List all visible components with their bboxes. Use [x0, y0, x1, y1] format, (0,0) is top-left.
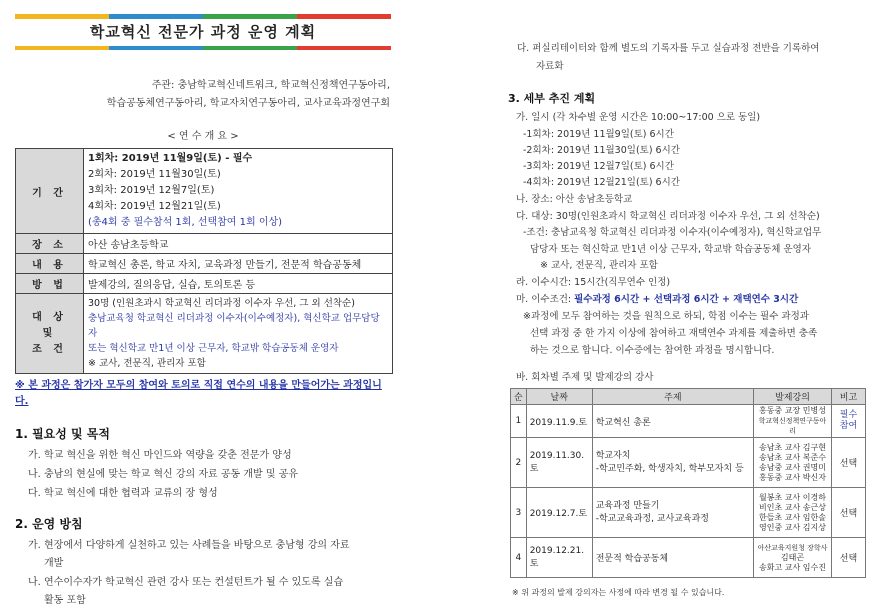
row3-topic [592, 488, 753, 538]
method-row [16, 274, 393, 294]
section2-item-d: 다. 퍼실리테이터와 함께 별도의 기록자를 두고 실습과정 전반을 기록하여 [517, 43, 820, 54]
row3-topic-2: -학교교육과정, 교사교육과정 [595, 513, 710, 524]
section2-item-2-cont: 활동 포함 [44, 595, 86, 606]
section2-item-1: 가. 현장에서 다양하게 실천하고 있는 사례들을 바탕으로 충남형 강의 자료 [28, 540, 350, 551]
row3-date: 2019.12.7.토 [526, 488, 592, 538]
row1-speaker-1: 홍동중 교장 민병성 [759, 406, 826, 415]
period-line-1: 1회차: 2019년 11월9일(토) - 필수 [88, 153, 253, 164]
target-line-1: 30명 (인원초과시 학교혁신 리더과정 이수자 우선, 그 외 선착순) [88, 298, 355, 309]
section3-line-4: -3회차: 2019년 12월7일(토) 6시간 [523, 161, 674, 172]
row4-no: 4 [511, 538, 527, 578]
section2-item-d-cont: 자료화 [536, 61, 564, 72]
section3-line-6: 나. 장소: 아산 송남초등학교 [516, 194, 633, 205]
completion-value: 필수과정 6시간 + 선택과정 6시간 + 재택연수 3시간 [574, 294, 799, 305]
section3-line-2: -1회차: 2019년 11월9일(토) 6시간 [523, 129, 674, 140]
period-line-5: (총4회 중 필수참석 1회, 선택참여 1회 이상) [88, 217, 283, 228]
hours-line: 라. 이수시간: 15시간(직무연수 인정) [516, 277, 671, 288]
completion-note-3: 하는 것으로 합니다. 이수증에는 참여한 과정을 명시합니다. [530, 345, 775, 356]
target-label-2: 및 [42, 327, 57, 339]
col-topic: 주제 [592, 389, 753, 405]
content-label: 내 용 [16, 254, 84, 274]
row3-topic-1: 교육과정 만들기 [595, 500, 660, 511]
content-row [16, 254, 393, 274]
row1-speakers [754, 405, 832, 438]
row4-speaker-3: 송화고 교사 임수진 [759, 562, 826, 572]
overview-label: < 연 수 개 요 > [167, 131, 239, 142]
row3-speaker-4: 영인중 교사 김지상 [759, 522, 826, 532]
title-stripe-top [15, 14, 391, 19]
row2-speaker-4: 홍동중 교사 박신자 [759, 472, 826, 482]
schedule-footnote: ※ 위 과정의 발제 강의자는 사정에 따라 변경 될 수 있습니다. [512, 588, 725, 597]
row3-speakers [754, 488, 832, 538]
row1-topic: 학교혁신 총론 [592, 405, 753, 438]
condition-line-2: 담당자 또는 혁신학교 만1년 이상 근무자, 학교밖 학습공동체 운영자 [530, 244, 812, 255]
organizers-line-1: 주관: 충남학교혁신네트워크, 학교혁신정책연구동아리, [151, 80, 390, 91]
left-column [0, 0, 420, 615]
section1-item-2: 나. 충남의 현실에 맞는 학교 혁신 강의 자료 공동 개발 및 공유 [28, 469, 298, 480]
period-line-4: 4회차: 2019년 12월21일(토) [88, 201, 221, 212]
row1-date: 2019.11.9.토 [526, 405, 592, 438]
row2-speaker-1: 송남초 교사 김구현 [759, 442, 826, 452]
target-line-4: ※ 교사, 전문직, 관리자 포함 [88, 358, 206, 369]
section3-line-7: 다. 대상: 30명(인원초과시 학교혁신 리더과정 이수자 우선, 그 외 선착순) [516, 211, 820, 222]
completion-line [516, 291, 798, 305]
row2-note: 선택 [832, 438, 866, 488]
table-row [511, 405, 866, 438]
target-line-2: 충남교육청 학교혁신 리더과정 이수자(이수예정자), 혁신학교 업무담당자 [88, 313, 380, 339]
row2-topic-2: -학교민주화, 학생자치, 학부모자치 등 [595, 463, 744, 474]
completion-note-2: 선택 과정 중 한 가지 이상에 참여하고 재택연수 과제를 제출하면 충족 [530, 328, 818, 339]
section1-item-3: 다. 학교 혁신에 대한 협력과 교류의 장 형성 [28, 488, 218, 499]
row2-speaker-2: 송남초 교사 복준수 [759, 452, 826, 462]
row4-speakers [754, 538, 832, 578]
target-label [16, 294, 84, 374]
section2-item-1-cont: 개발 [44, 558, 64, 569]
completion-prefix: 마. 이수조건: [516, 294, 575, 305]
schedule-header-row [511, 389, 866, 405]
period-line-3: 3회차: 2019년 12월7일(토) [88, 185, 215, 196]
condition-line-1: -조건: 충남교육청 학교혁신 리더과정 이수자(이수예정자), 혁신학교업무 [523, 227, 822, 238]
section1-item-1: 가. 학교 혁신을 위한 혁신 마인드와 역량을 갖춘 전문가 양성 [28, 450, 292, 461]
period-value [84, 149, 393, 234]
schedule-heading: 바. 회차별 주제 및 발제강의 강사 [516, 372, 654, 383]
row4-speaker-2: 김태곤 [780, 552, 805, 562]
page-title: 학교혁신 전문가 과정 운영 계획 [89, 23, 317, 41]
row3-speaker-1: 월봉초 교사 이경하 [759, 492, 826, 502]
col-note: 비고 [832, 389, 866, 405]
target-value [84, 294, 393, 374]
row2-speakers [754, 438, 832, 488]
target-row [16, 294, 393, 374]
row4-note: 선택 [832, 538, 866, 578]
period-label: 기 간 [16, 149, 84, 234]
row1-speaker-2: 학교혁신정책연구동아리 [758, 417, 827, 435]
row4-speaker-1: 아산교육지원청 장학사 [757, 543, 828, 552]
condition-note: ※ 교사, 전문직, 관리자 포함 [540, 260, 658, 271]
section2-heading: 2. 운영 방침 [15, 517, 83, 531]
table-row [511, 488, 866, 538]
organizers-line-2: 학습공동체연구동아리, 학교자치연구동아리, 교사교육과정연구회 [106, 98, 390, 109]
section3-line-3: -2회차: 2019년 11월30일(토) 6시간 [523, 145, 680, 156]
place-value: 아산 송남초등학교 [84, 234, 393, 254]
period-line-2: 2회차: 2019년 11월30일(토) [88, 169, 221, 180]
period-row [16, 149, 393, 234]
col-no: 순 [511, 389, 527, 405]
row1-no: 1 [511, 405, 527, 438]
section2-item-2: 나. 연수이수자가 학교혁신 관련 강사 또는 컨설턴트가 될 수 있도록 실습 [28, 577, 344, 588]
title-stripe-bottom [15, 46, 391, 50]
target-line-3: 또는 혁신학교 만1년 이상 근무자, 학교밖 학습공동체 운영자 [88, 343, 339, 354]
row3-note: 선택 [832, 488, 866, 538]
row3-no: 3 [511, 488, 527, 538]
table-row [511, 538, 866, 578]
row2-no: 2 [511, 438, 527, 488]
target-label-3: 조 건 [32, 343, 67, 355]
section3-line-1: 가. 일시 (각 차수별 운영 시간은 10:00~17:00 으로 동일) [516, 112, 761, 123]
section1-heading: 1. 필요성 및 목적 [15, 427, 110, 441]
target-label-1: 대 상 [32, 311, 67, 323]
row2-speaker-3: 송남중 교사 권명미 [759, 462, 826, 472]
overview-table [15, 148, 393, 374]
col-speaker: 발제강의 [754, 389, 832, 405]
col-date: 날짜 [526, 389, 592, 405]
row3-speaker-3: 한들초 교사 임한솔 [759, 512, 826, 522]
section3-line-5: -4회차: 2019년 12월21일(토) 6시간 [523, 177, 680, 188]
schedule-table [510, 388, 866, 578]
row2-topic-1: 학교자치 [595, 450, 631, 461]
completion-note-1: ※과정에 모두 참여하는 것을 원칙으로 하되, 학점 이수는 필수 과정과 [523, 311, 809, 322]
row2-date: 2019.11.30.토 [526, 438, 592, 488]
row2-topic [592, 438, 753, 488]
place-label: 장 소 [16, 234, 84, 254]
emphasis-note: ※ 본 과정은 참가자 모두의 참여와 토의로 직접 연수의 내용을 만들어가는 과정입니다. [15, 380, 382, 407]
content-value: 학교혁신 총론, 학교 자치, 교육과정 만들기, 전문적 학습공동체 [84, 254, 393, 274]
method-label: 방 법 [16, 274, 84, 294]
place-row [16, 234, 393, 254]
table-row [511, 438, 866, 488]
row4-topic: 전문적 학습공동체 [592, 538, 753, 578]
section3-heading: 3. 세부 추진 계획 [508, 92, 596, 105]
row1-note: 필수 참여 [832, 405, 866, 438]
row4-date: 2019.12.21.토 [526, 538, 592, 578]
row3-speaker-2: 비인초 교사 송근상 [759, 502, 826, 512]
method-value: 발제강의, 질의응답, 실습, 토의토론 등 [84, 274, 393, 294]
